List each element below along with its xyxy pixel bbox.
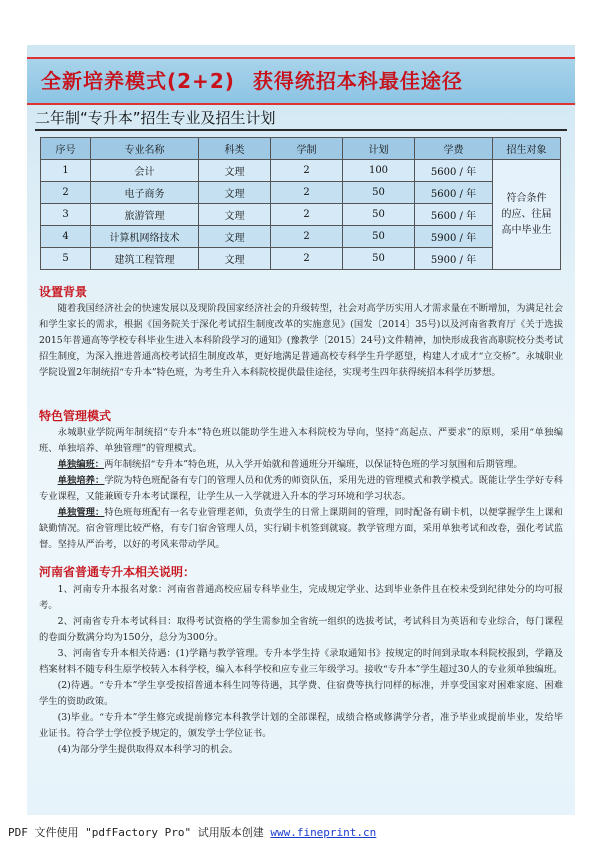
enrollment-plan-table (40, 137, 561, 270)
footer-text: PDF 文件使用 "pdfFactory Pro" 试用版本创建 (8, 826, 271, 839)
table-cell: 4 (41, 226, 91, 248)
table-cell: 50 (343, 182, 415, 204)
paragraph-text: 随着我国经济社会的快速发展以及现阶段国家经济社会的升级转型，社会对高学历实用人才需求量在不断增加，为满足社会和学生家长的需求，根据《国务院关于深化考试招生制度改革的实施意见》(国发〔2014〕35号)以及河南省教育厅《关于选拔2015年普通高等学校专科毕业生进入本科阶段学习的通知》(豫教学〔2015〕24号)文件精神，加快形成我省高职院校分类考试招生制度，为深入推进普通高校考试招生制度改革，更好地满足普通高校专科学生升学愿望，构建人才成才“立交桥”。永城职业学院设置2年制统招“专升本”特色班，为考生升入本科院校提供最佳途径，实现考生四年获得统招本科学历梦想。 (39, 303, 563, 378)
table-row (41, 248, 561, 270)
table-cell: 50 (343, 204, 415, 226)
table-row (41, 226, 561, 248)
table-cell: 5600 / 年 (415, 160, 493, 182)
management-paragraphs (39, 425, 563, 553)
background-paragraph (39, 301, 563, 381)
header-cell: 计划 (343, 138, 415, 160)
table-cell: 2 (41, 182, 91, 204)
subtitle-divider (35, 129, 567, 131)
plan-subtitle: 二年制“专升本”招生专业及招生计划 (35, 109, 276, 127)
keyword-label: 单独编班： (57, 459, 105, 470)
table-cell: 3 (41, 204, 91, 226)
section-heading-background: 设置背景 (39, 285, 88, 299)
paragraph-text: 两年制统招“专升本”特色班，从入学开始就和普通班分开编班，以保证特色班的学习氛围和后期管理。 (104, 459, 523, 470)
table-cell: 5600 / 年 (415, 182, 493, 204)
paragraph-text: 永城职业学院两年制统招“专升本”特色班以能助学生进入本科院校为导向，坚持“高起点、严要求”的原则，采用“单独编班、单独培养、单独管理”的管理模式。 (39, 427, 563, 454)
target-line: 的应、往届 (501, 208, 552, 220)
paragraph-text: 特色班每班配有一名专业管理老师，负责学生的日常上课期间的管理，同时配备有刷卡机，以便掌握学生上课和缺勤情况。宿舍管理比较严格，有专门宿舍管理人员，实行刷卡机签到就寝。教学管理方面，采用单独考试和改卷，强化考试监督。坚持从严治考，以好的考风来带动学风。 (39, 507, 563, 550)
section-heading-notes: 河南省普通专升本相关说明： (39, 565, 196, 579)
table-cell: 5 (41, 248, 91, 270)
header-cell: 专业名称 (91, 138, 199, 160)
table-row (41, 182, 561, 204)
table-cell: 5900 / 年 (415, 248, 493, 270)
table-cell: 建筑工程管理 (91, 248, 199, 270)
footer-link[interactable]: www.fineprint.cn (270, 826, 377, 839)
table-cell: 计算机网络技术 (91, 226, 199, 248)
paragraph-item (39, 457, 563, 473)
table-cell: 文理 (199, 226, 271, 248)
header-cell: 科类 (199, 138, 271, 160)
paragraph-text: (2)待遇。“专升本”学生享受按招普通本科生同等待遇，其学费、住宿费等执行同样的标准，并享受国家对困难家庭、困难学生的资助政策。 (39, 680, 563, 707)
table-cell: 2 (271, 248, 343, 270)
brochure-sheet (27, 45, 575, 815)
banner-title (41, 65, 463, 94)
table-row (41, 160, 561, 182)
paragraph-text: 学院为特色班配备有专门的管理人员和优秀的师资队伍，采用先进的管理模式和教学模式。既能让学生学好专科专业课程，又能兼顾专升本考试课程，让学生从一入学就进入升本的学习环境和学习状态。 (39, 475, 563, 502)
target-cell (493, 160, 561, 270)
keyword-label: 单独培养： (57, 475, 105, 486)
table-cell: 5600 / 年 (415, 204, 493, 226)
table-cell: 50 (343, 226, 415, 248)
table-cell: 5900 / 年 (415, 226, 493, 248)
title-banner (27, 57, 575, 105)
table-cell: 2 (271, 182, 343, 204)
table-cell: 2 (271, 204, 343, 226)
header-cell: 招生对象 (493, 138, 561, 160)
target-line: 符合条件 (506, 192, 547, 204)
target-line: 高中毕业生 (501, 224, 552, 236)
table-cell: 2 (271, 226, 343, 248)
table-cell: 文理 (199, 248, 271, 270)
table-cell: 文理 (199, 204, 271, 226)
table-cell: 文理 (199, 160, 271, 182)
paragraph-text: (4)为部分学生提供取得双本科学习的机会。 (57, 744, 239, 755)
header-cell: 学制 (271, 138, 343, 160)
notes-paragraphs (39, 582, 563, 758)
header-cell: 序号 (41, 138, 91, 160)
pdf-footer (8, 824, 376, 840)
table-cell: 50 (343, 248, 415, 270)
table-cell: 100 (343, 160, 415, 182)
paragraph-text: 2、河南省专升本考试科目：取得考试资格的学生需参加全省统一组织的选拔考试，考试科目为英语和专业综合，每门课程的卷面分数满分均为150分，总分为300分。 (39, 616, 563, 643)
table-cell: 1 (41, 160, 91, 182)
table-cell: 电子商务 (91, 182, 199, 204)
table-cell: 文理 (199, 182, 271, 204)
paragraph-text: 1、河南专升本报名对象：河南省普通高校应届专科毕业生，完成规定学业、达到毕业条件且在校未受到纪律处分的均可报考。 (39, 584, 563, 611)
paragraph-text: 3、河南省专升本相关待遇：(1)学籍与教学管理。专升本学生持《录取通知书》按规定的时间到录取本科院校报到，学籍及档案材料不随专科生原学校转入本科学校，编入本科学校和应专业三年级学习。接收“专升本”学生超过30人的专业须单独编班。 (39, 648, 563, 675)
paragraph-text: (3)毕业。“专升本”学生修完或提前修完本科教学计划的全部课程，成绩合格或修满学分者，准予毕业或提前毕业，发给毕业证书。符合学士学位授予规定的，颁发学士学位证书。 (39, 712, 563, 739)
paragraph-item (39, 473, 563, 505)
table-cell: 2 (271, 160, 343, 182)
section-heading-management: 特色管理模式 (39, 409, 112, 423)
table-cell: 会计 (91, 160, 199, 182)
paragraph-item (39, 505, 563, 553)
header-cell: 学费 (415, 138, 493, 160)
banner-right: 获得统招本科最佳途径 (252, 69, 463, 93)
keyword-label: 单独管理： (57, 507, 105, 518)
table-row (41, 204, 561, 226)
banner-left: 全新培养模式(2+2) (41, 69, 235, 93)
table-header-row (41, 138, 561, 160)
table-cell: 旅游管理 (91, 204, 199, 226)
